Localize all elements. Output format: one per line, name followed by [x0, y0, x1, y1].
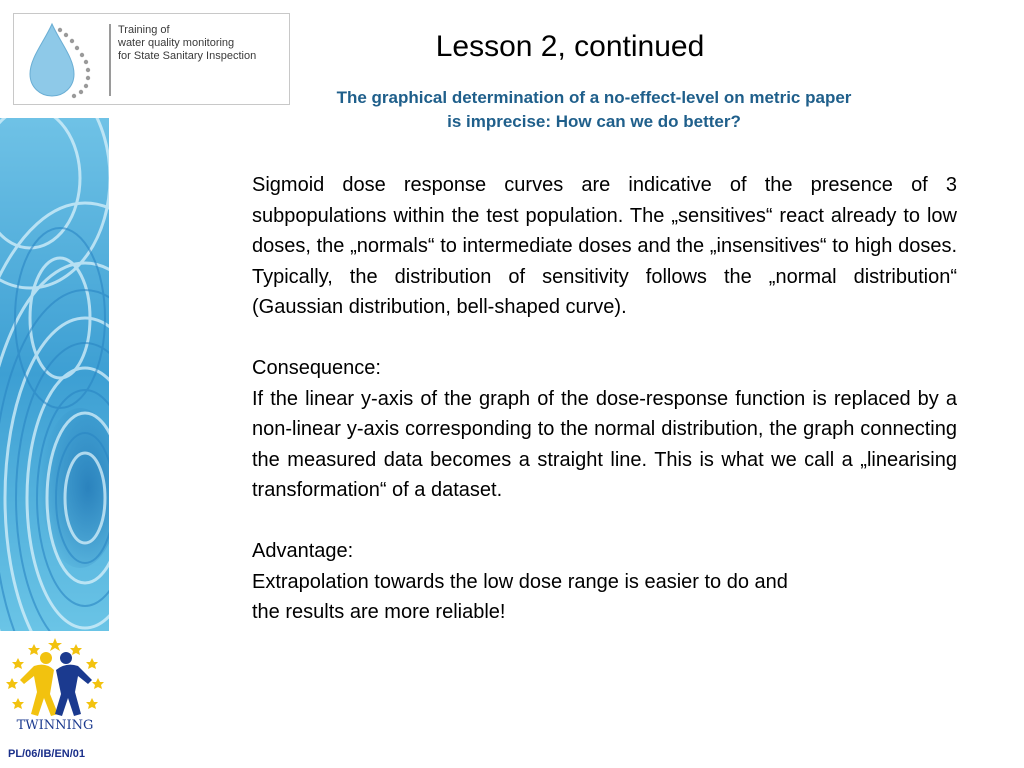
- figure-icon: [60, 652, 72, 664]
- paragraph-sigmoid: Sigmoid dose response curves are indicative of the presence of 3 subpopulations within the test population. The „sensitives“ react already to low doses, the „normals“ to intermediate doses and the „insensitives“ to high doses. Typically, the distribution of sensitivity follows the „normal distribution“ (Gaussian distribution, bell-shaped curve).: [252, 174, 957, 318]
- logo-text-line: water quality monitoring: [118, 37, 235, 49]
- body-text: [252, 170, 957, 628]
- logo-text-line: Training of: [118, 24, 170, 36]
- advantage-line: Extrapolation towards the low dose range is easier to do and: [252, 570, 788, 593]
- advantage-line: the results are more reliable!: [252, 601, 506, 623]
- paragraph-consequence: If the linear y-axis of the graph of the dose-response function is replaced by a non-linear y-axis corresponding to the normal distribution, the graph connecting the measured data becomes a straight line. This is what we call a „linearising transformation“ of a dataset.: [252, 387, 957, 501]
- twinning-logo: [4, 636, 106, 736]
- footer-code: PL/06/IB/EN/01: [8, 748, 86, 760]
- twinning-label: TWINNING: [16, 718, 94, 733]
- water-drop-icon: [22, 20, 106, 100]
- water-ripple-image: [0, 118, 109, 631]
- advantage-heading: Advantage:: [252, 540, 354, 562]
- figure-icon: [40, 652, 52, 664]
- logo-divider: [109, 24, 111, 96]
- logo-text: [118, 24, 256, 63]
- page-title: Lesson 2, continued: [435, 30, 705, 63]
- consequence-heading: Consequence:: [252, 357, 381, 379]
- subtitle-line: is imprecise: How can we do better?: [447, 112, 741, 131]
- subtitle-line: The graphical determination of a no-effect-level on metric paper: [336, 88, 852, 107]
- page-subtitle: [240, 86, 948, 134]
- logo-text-line: for State Sanitary Inspection: [118, 50, 257, 62]
- star-icon: [6, 638, 104, 709]
